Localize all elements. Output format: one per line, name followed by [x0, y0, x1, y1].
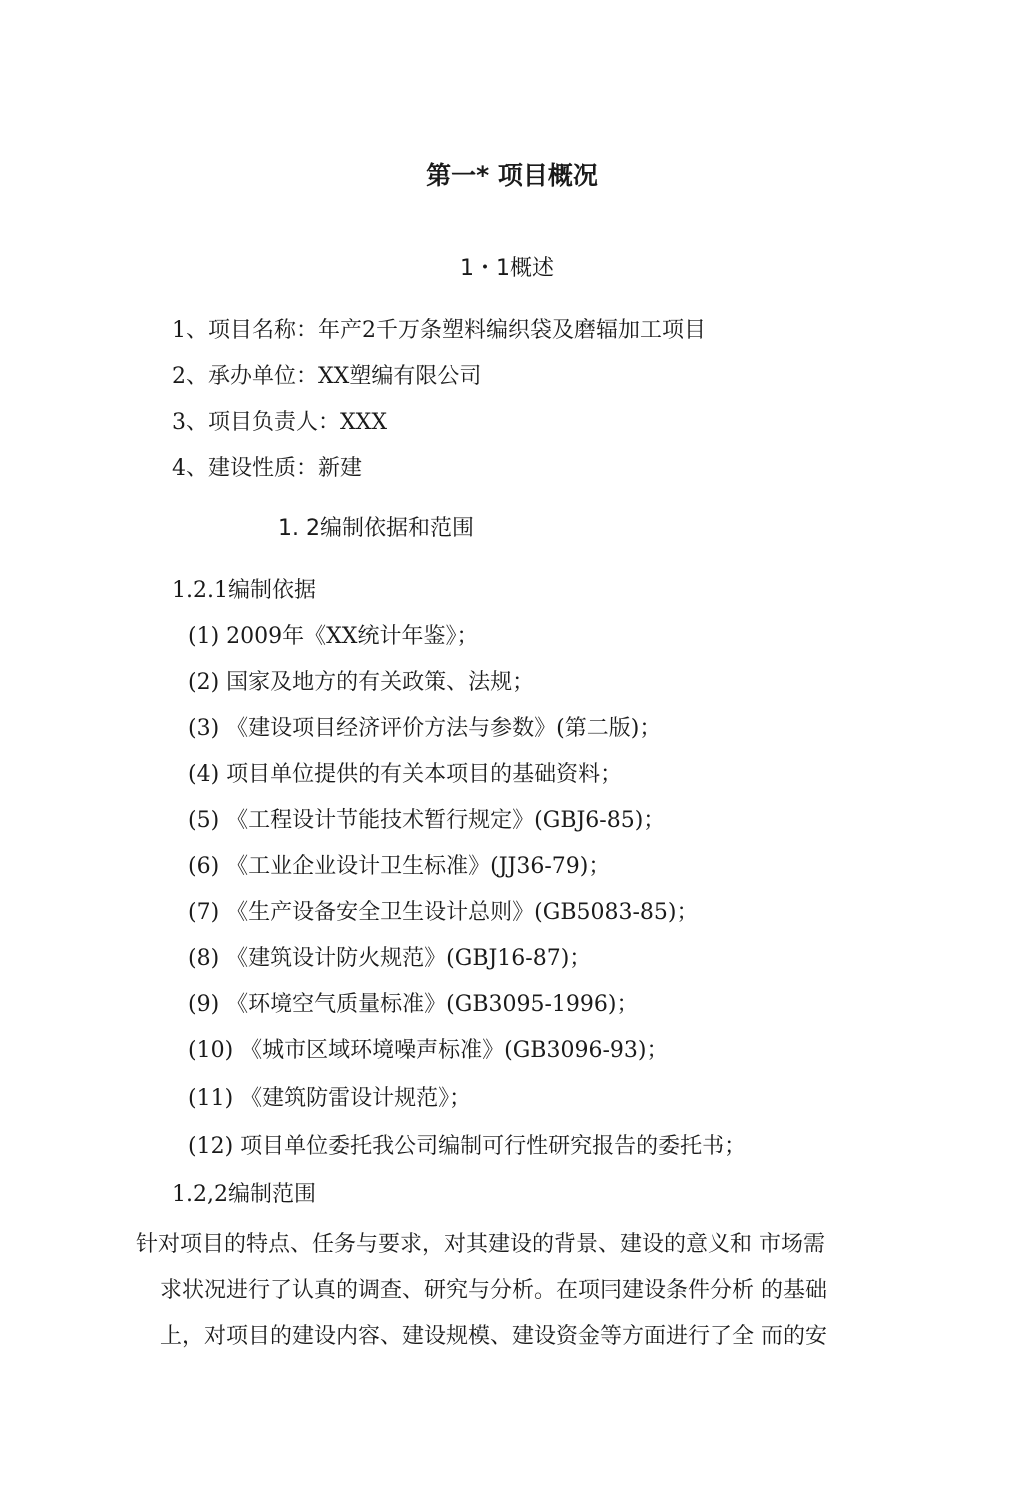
basis-item: (10) 《城市区域环境噪声标准》(GB3096-93)；: [188, 1038, 669, 1063]
info-item: 1、项目名称：年产2千万条塑料编织袋及磨辐加工项目: [172, 318, 706, 343]
basis-item: (2) 国家及地方的有关政策、法规；: [188, 670, 535, 695]
basis-item: (6) 《工业企业设计卫生标准》(JJ36-79)；: [188, 854, 611, 879]
basis-item: (12) 项目单位委托我公司编制可行性研究报告的委托书；: [188, 1134, 747, 1159]
subsection-heading-1-2-1: 1.2.1编制依据: [172, 578, 316, 603]
section-heading-1-1: 1・1概述: [460, 256, 554, 281]
basis-item: (8) 《建筑设计防火规范》(GBJ16-87)；: [188, 946, 592, 971]
scope-paragraph: [136, 1222, 906, 1360]
basis-item: (5) 《工程设计节能技术暂行规定》(GBJ6-85)；: [188, 808, 666, 833]
basis-item: (4) 项目单位提供的有关本项目的基础资料；: [188, 762, 623, 787]
scope-line: 上，对项目的建设内容、建设规模、建设资金等方面进行了全 而的安: [160, 1324, 827, 1349]
basis-item: (7) 《生产设备安全卫生设计总则》(GB5083-85)；: [188, 900, 699, 925]
scope-line: 针对项目的特点、任务与要求，对其建设的背景、建设的意义和 市场需: [136, 1232, 825, 1257]
info-item: 4、建设性质：新建: [172, 456, 362, 481]
section-heading-1-2: 1. 2编制依据和范围: [278, 516, 474, 541]
basis-item: (9) 《环境空气质量标准》(GB3095-1996)；: [188, 992, 639, 1017]
info-item: 2、承办单位：XX塑编有限公司: [172, 364, 482, 389]
basis-item: (1) 2009年《XX统计年鉴》；: [188, 624, 479, 649]
chapter-title: 第一* 项目概况: [426, 161, 598, 190]
basis-item: (11) 《建筑防雷设计规范》；: [188, 1086, 472, 1111]
subsection-heading-1-2-2: 1.2,2编制范围: [172, 1182, 316, 1207]
basis-item: (3) 《建设项目经济评价方法与参数》(第二版)；: [188, 716, 662, 741]
info-item: 3、项目负责人：XXX: [172, 410, 387, 435]
scope-line: 求状况进行了认真的调查、研究与分析。在项冃建设条件分析 的基础: [160, 1278, 827, 1303]
